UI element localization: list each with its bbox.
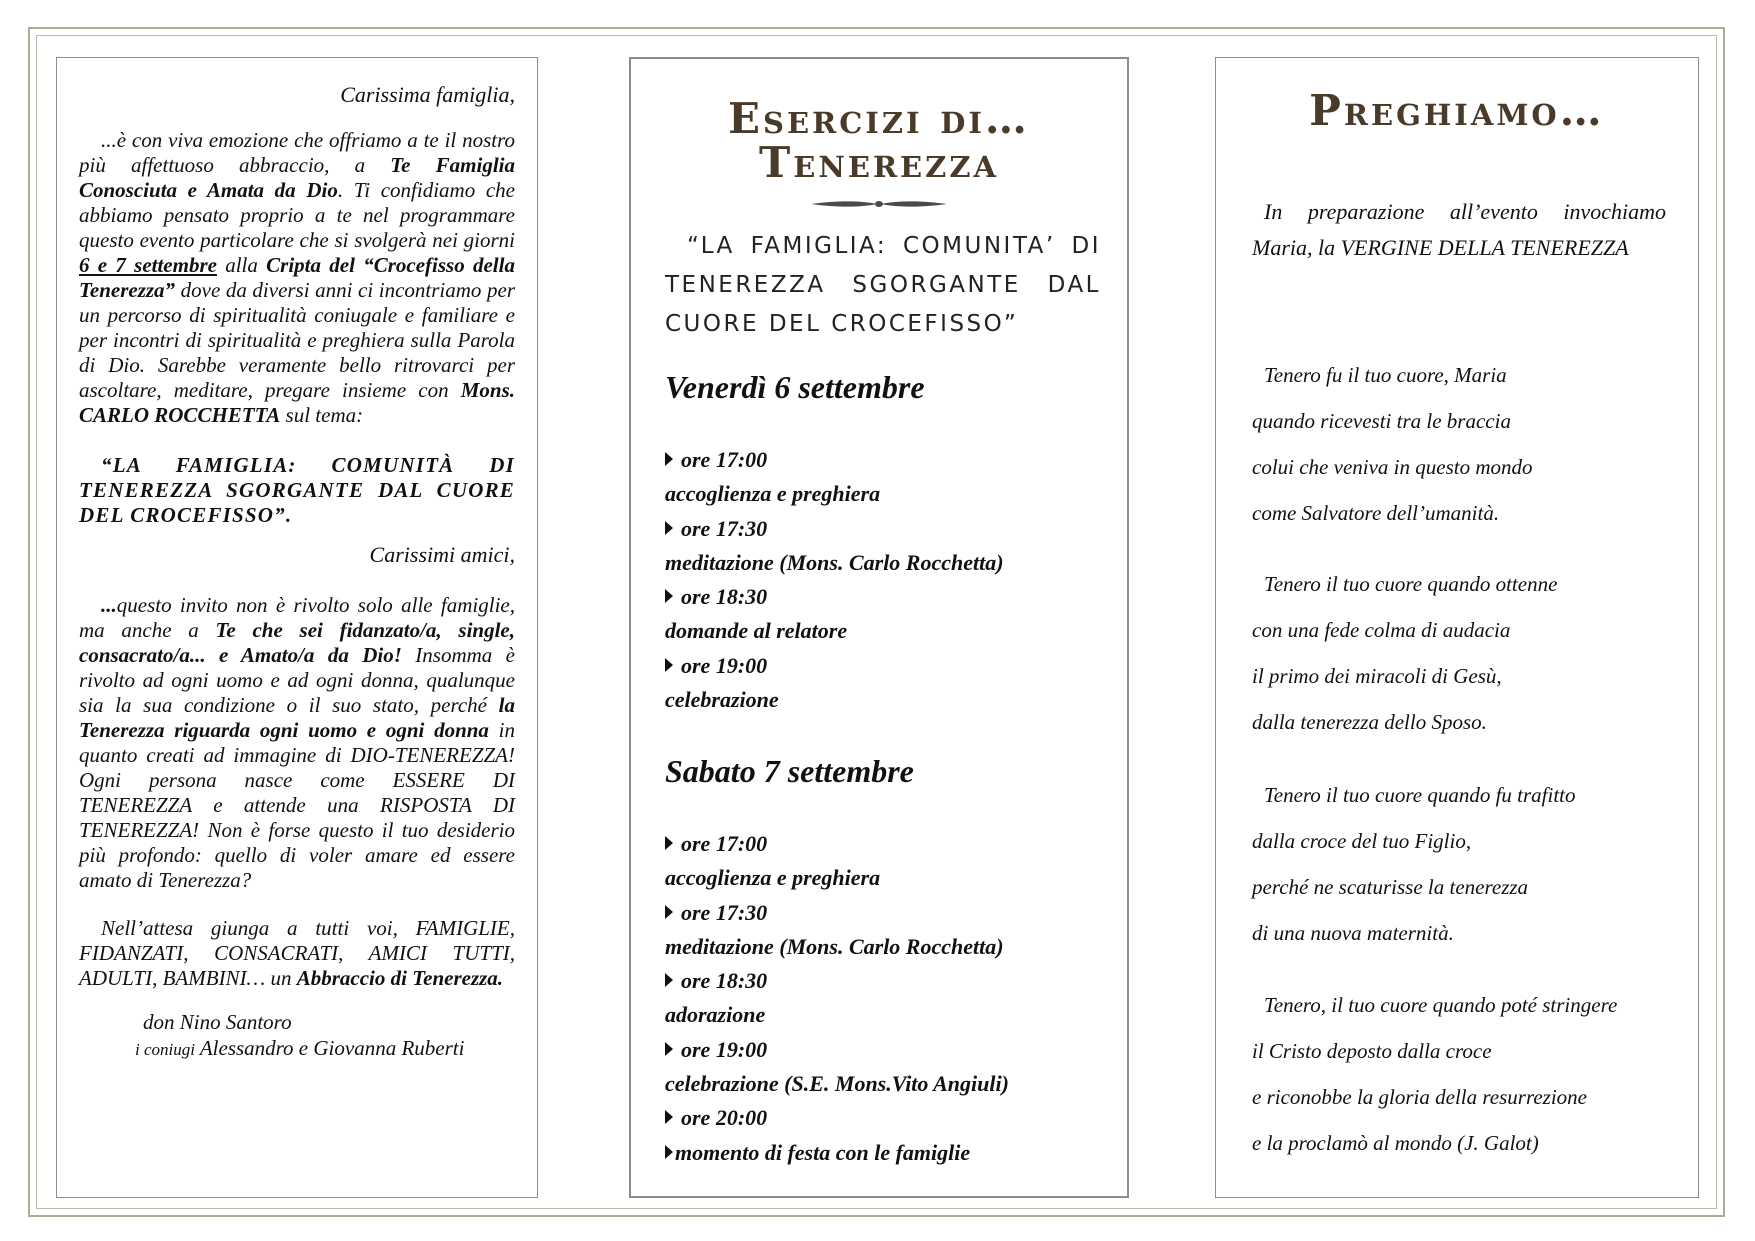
bullet-triangle-icon [665, 521, 673, 535]
signature-priest: don Nino Santoro [143, 1010, 292, 1034]
day2-schedule [665, 827, 1105, 1170]
schedule-last-line: momento di festa con le famiglie [665, 1136, 1105, 1170]
signature-couple-prefix: i coniugi [135, 1040, 195, 1059]
p3-text-a: Nell’attesa giunga a tutti voi, FAMIGLIE, FIDANZATI, CONSACRATI, AMICI TUTTI, ADULTI, BAMBINI… un [79, 916, 515, 990]
program-title-line1: Esercizi di… [728, 94, 1030, 143]
p1-location: Cripta del “Crocefisso della Tenerezza” [79, 253, 515, 302]
p1-text-a: ...è con viva emozione che offriamo a te il nostro più affettuoso abbraccio, a [79, 128, 515, 177]
p1-text-i: sul tema: [280, 403, 364, 427]
bullet-triangle-icon [665, 1110, 673, 1124]
p2-text-d: Insomma è rivolto ad ogni uomo e ad ogni donna, qualunque sia la sua condizione o il suo stato, perché [79, 643, 515, 717]
p2-text-f: in quanto creati ad immagine di DIO-TENEREZZA! Ogni persona nasce come ESSERE DI TENEREZZA e attende una RISPOSTA DI TENEREZZA! Non è forse questo il tuo desiderio più profondo: quello di voler amare ed essere amato di Tenerezza? [79, 718, 515, 892]
schedule-activity: celebrazione [665, 687, 779, 713]
verse-line: il primo dei miracoli di Gesù, [1252, 664, 1502, 688]
p1-text-e: alla [216, 253, 267, 277]
schedule-activity: accoglienza e preghiera [665, 865, 881, 891]
day1-schedule [665, 443, 1105, 717]
p1-text-g: dove da diversi anni ci incontriamo per un percorso di spiritualità coniugale e familiare e per incontri di spiritualità e preghiera sulla Parola di Dio. Sarebbe veramente bello ritrovarci per ascoltare, meditare, pregare insieme con [79, 278, 515, 402]
verse-line: dalla tenerezza dello Sposo. [1252, 710, 1487, 734]
bullet-triangle-icon [665, 658, 673, 672]
right-panel [1215, 57, 1699, 1198]
verse-line: Tenero il tuo cuore quando ottenne [1264, 572, 1558, 596]
schedule-time: ore 19:00 [665, 649, 1105, 683]
p2-emphasis-tenderness: la Tenerezza riguarda ogni uomo e ogni donna [79, 693, 515, 742]
schedule-time: ore 17:30 [665, 896, 1105, 930]
schedule-time: ore 17:00 [665, 827, 1105, 861]
prayer-stanza [1252, 772, 1576, 956]
schedule-activity: celebrazione (S.E. Mons.Vito Angiuli) [665, 1071, 1009, 1097]
left-column [79, 82, 515, 1063]
verse-line: perché ne scaturisse la tenerezza [1252, 875, 1529, 899]
program-subtitle: “LA FAMIGLIA: COMUNITA’ DI TENEREZZA SGORGANTE DAL CUORE DEL CROCEFISSO” [665, 233, 1101, 337]
bullet-triangle-icon [665, 1145, 673, 1159]
p2-ellipsis: ... [101, 593, 117, 617]
program-title [631, 94, 1127, 187]
p2-emphasis-audience: Te che sei fidanzato/a, single, consacrato/a... e Amato/a da Dio! [79, 618, 516, 667]
verse-line: Tenero il tuo cuore quando fu trafitto [1264, 783, 1576, 807]
verse-line: il Cristo deposto dalla croce [1252, 1039, 1492, 1063]
bullet-triangle-icon [665, 589, 673, 603]
schedule-time: ore 17:00 [665, 443, 1105, 477]
prayer-stanza [1252, 982, 1617, 1166]
bullet-triangle-icon [665, 973, 673, 987]
verse-line: Tenero fu il tuo cuore, Maria [1264, 363, 1507, 387]
prayer-intro: In preparazione all’evento invochiamo Maria, la VERGINE DELLA TENEREZZA [1252, 199, 1666, 260]
bullet-triangle-icon [665, 1042, 673, 1056]
prayer-stanza [1252, 352, 1533, 536]
bullet-triangle-icon [665, 836, 673, 850]
schedule-activity: adorazione [665, 1002, 766, 1028]
verse-line: e la proclamò al mondo (J. Galot) [1252, 1131, 1539, 1155]
p1-speaker: Mons. CARLO ROCCHETTA [79, 378, 515, 427]
day1-heading: Venerdì 6 settembre [665, 369, 925, 405]
p2-text-b: questo invito non è rivolto solo alle famiglie, ma anche a [79, 593, 515, 642]
signature-couple [135, 1035, 515, 1063]
theme-quote: “LA FAMIGLIA: COMUNITÀ DI TENEREZZA SGORGANTE DAL CUORE DEL CROCEFISSO”. [79, 453, 515, 527]
p1-text-c: . Ti confidiamo che abbiamo pensato proprio a te nel programmare questo evento particolare che si svolgerà nei giorni [79, 178, 515, 252]
p3-embrace: Abbraccio di Tenerezza. [296, 966, 504, 990]
verse-line: come Salvatore dell’umanità. [1252, 501, 1500, 525]
prayer-stanza [1252, 561, 1557, 745]
schedule-activity: meditazione (Mons. Carlo Rocchetta) [665, 549, 1004, 575]
prayer-title: Preghiamo… [1309, 86, 1605, 135]
schedule-activity: domande al relatore [665, 618, 848, 644]
verse-line: di una nuova maternità. [1252, 921, 1454, 945]
schedule-time: ore 17:30 [665, 512, 1105, 546]
bullet-triangle-icon [665, 905, 673, 919]
friends-paragraph [79, 593, 515, 893]
p1-dates: 6 e 7 settembre [79, 253, 217, 277]
middle-panel [629, 57, 1129, 1198]
verse-line: dalla croce del tuo Figlio, [1252, 829, 1472, 853]
schedule-time: ore 20:00 [665, 1101, 1105, 1135]
verse-line: e riconobbe la gloria della resurrezione [1252, 1085, 1587, 1109]
verse-line: Tenero, il tuo cuore quando poté stringere [1264, 993, 1618, 1017]
schedule-activity: accoglienza e preghiera [665, 481, 881, 507]
schedule-time: ore 18:30 [665, 964, 1105, 998]
p1-emphasis-family: Te Famiglia Conosciuta e Amata da Dio [79, 153, 515, 202]
verse-line: con una fede colma di audacia [1252, 618, 1511, 642]
schedule-activity: meditazione (Mons. Carlo Rocchetta) [665, 933, 1004, 959]
program-title-line2: Tenerezza [758, 138, 999, 187]
invitation-paragraph [79, 128, 515, 428]
schedule-time: ore 19:00 [665, 1033, 1105, 1067]
schedule-time: ore 18:30 [665, 580, 1105, 614]
greeting-family: Carissima famiglia, [340, 82, 515, 107]
closing-paragraph [79, 916, 515, 991]
bullet-triangle-icon [665, 452, 673, 466]
greeting-friends: Carissimi amici, [369, 542, 515, 567]
ornament-divider-icon [809, 197, 949, 211]
signature-couple-names: Alessandro e Giovanna Ruberti [194, 1036, 465, 1060]
day2-heading: Sabato 7 settembre [665, 753, 914, 789]
verse-line: colui che veniva in questo mondo [1252, 455, 1533, 479]
left-panel [56, 57, 538, 1198]
verse-line: quando ricevesti tra le braccia [1252, 409, 1511, 433]
